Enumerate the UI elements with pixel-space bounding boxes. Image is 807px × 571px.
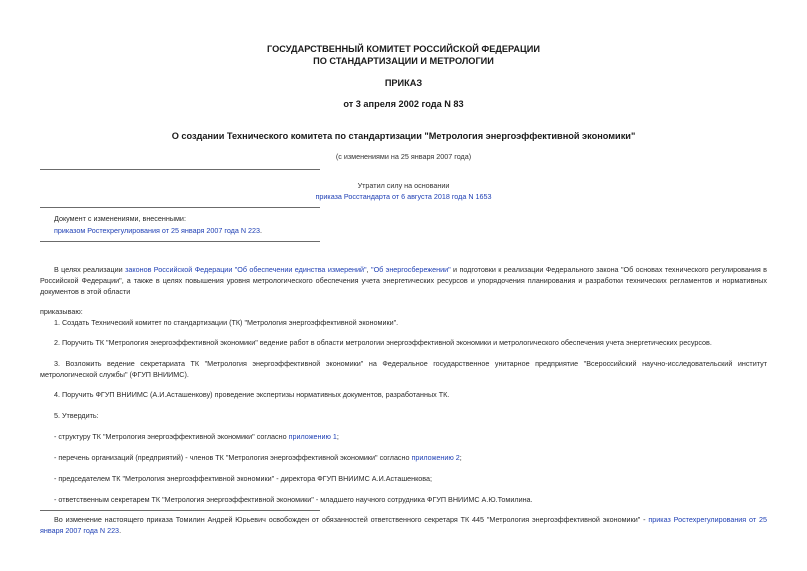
approve-structure-semicolon: ; <box>336 432 339 441</box>
approve-members <box>54 452 767 463</box>
lost-force-text: Утратил силу на основании <box>357 181 450 190</box>
item-4: 4. Поручить ФГУП ВНИИМС (А.И.Асташенкову) проведение экспертизы нормативных документов, разработанных ТК. <box>54 390 450 399</box>
approve-members-text: - перечень организаций (предприятий) - членов ТК "Метрология энергоэффективной экономики" согласно <box>54 453 412 462</box>
changes-note-link[interactable]: приказом Ростехрегулирования от 25 января 2007 года N 223 <box>54 226 261 235</box>
lost-force-link[interactable]: приказа Росстандарта от 6 августа 2018 года N 1653 <box>315 192 492 201</box>
preamble <box>40 264 767 298</box>
item-5: 5. Утвердить: <box>54 411 99 420</box>
changes-note-period: . <box>260 226 263 235</box>
item-3: 3. Возложить ведение секретариата ТК "Метрология энергоэффективной экономики" на Федеральное государственное унитарное предприятие "Всероссийский научно-исследовательский институт метрологической службы" (ФГУП ВНИИМС). <box>40 359 767 380</box>
appendix-1-link[interactable]: приложению 1 <box>288 432 337 441</box>
footnote-link[interactable]: приказ Ростехрегулирования от 25 января 2007 года N 223 <box>40 515 767 536</box>
item-1: 1. Создать Технический комитет по стандартизации (ТК) "Метрология энергоэффективной экономики". <box>54 318 399 327</box>
divider <box>40 510 320 511</box>
org-name-line2: ПО СТАНДАРТИЗАЦИИ И МЕТРОЛОГИИ <box>313 56 494 66</box>
approve-secretary: - ответственным секретарем ТК "Метрология энергоэффективной экономики" - младшего научного сотрудника ФГУП ВНИИМС А.Ю.Томилина. <box>54 495 533 504</box>
approve-members-semicolon: ; <box>459 453 462 462</box>
org-name-line1: ГОСУДАРСТВЕННЫЙ КОМИТЕТ РОССИЙСКОЙ ФЕДЕРАЦИИ <box>267 44 540 54</box>
footnote <box>40 514 767 536</box>
laws-link[interactable]: законов Российской Федерации "Об обеспечении единства измерений" <box>125 265 367 274</box>
lost-force-link-wrap <box>0 192 807 201</box>
footnote-text: Во изменение настоящего приказа Томилин Андрей Юрьевич освобожден от обязанностей ответственного секретаря ТК 445 "Метрология энергоэффективной экономики" - <box>54 515 649 524</box>
divider <box>40 241 320 242</box>
amendments-note: (с изменениями на 25 января 2007 года) <box>335 152 472 161</box>
doc-date-number: от 3 апреля 2002 года N 83 <box>343 99 464 109</box>
item-2: 2. Поручить ТК "Метрология энергоэффективной экономики" ведение работ в области метрологии энергоэффективной экономики и метрологического обеспечения учета энергетических ресурсов. <box>54 338 712 347</box>
approve-structure-text: - структуру ТК "Метрология энергоэффективной экономики" согласно <box>54 432 289 441</box>
energy-saving-law-link[interactable]: "Об энергосбережении" <box>371 265 451 274</box>
divider <box>40 207 320 208</box>
approve-structure <box>54 431 767 442</box>
changes-note-line <box>54 225 454 236</box>
preamble-text: В целях реализации <box>54 265 126 274</box>
preamble-comma: , <box>366 265 372 274</box>
changes-note-text: Документ с изменениями, внесенными: <box>54 214 186 223</box>
appendix-2-link[interactable]: приложению 2 <box>411 453 460 462</box>
preamble-text-rest: и подготовки к реализации Федерального закона "Об основах технического регулирования в Российской Федерации", а также в целях повышения уровня метрологического обеспечения учета энергетических ресурсов и упорядочения планирования и разработки технических регламентов и нормативных документов в этой области <box>40 265 767 297</box>
approve-chairman: - председателем ТК "Метрология энергоэффективной экономики" - директора ФГУП ВНИИМС А.И.Асташенкова; <box>54 474 433 483</box>
doc-title: О создании Технического комитета по стандартизации "Метрология энергоэффективной экономики" <box>171 131 636 141</box>
doc-type: ПРИКАЗ <box>384 78 423 88</box>
footnote-period: . <box>119 526 122 536</box>
order-word: приказываю: <box>40 307 83 316</box>
divider <box>40 169 320 170</box>
